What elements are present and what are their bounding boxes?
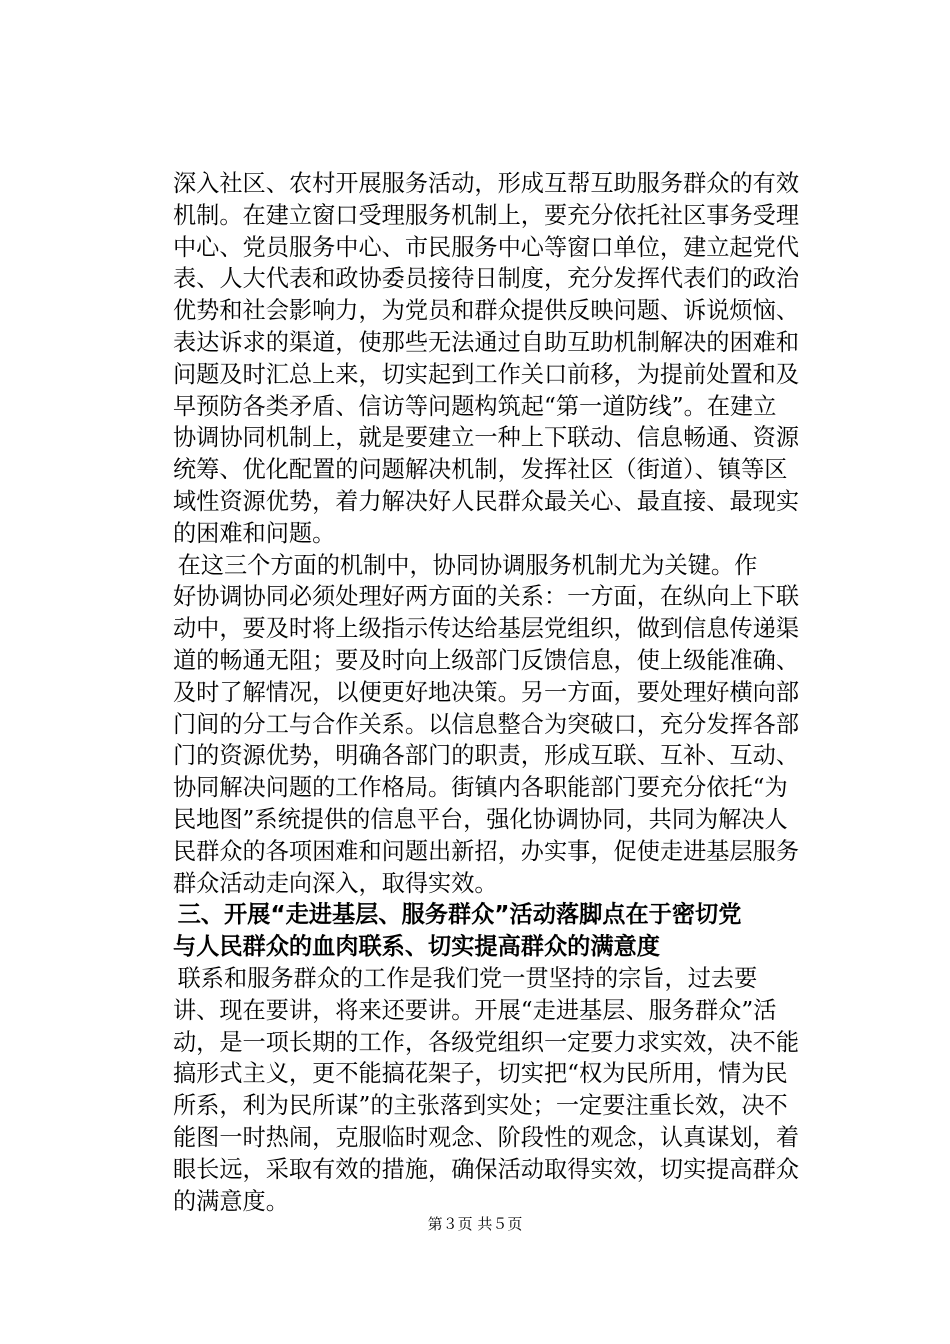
text-line: 协调协同机制上，就是要建立一种上下联动、信息畅通、资源 xyxy=(173,424,800,452)
text-line: 门的资源优势，明确各部门的职责，形成互联、互补、互动、 xyxy=(173,742,800,770)
text-line: 所系，利为民所谋”的主张落到实处；一定要注重长效，决不 xyxy=(173,1092,788,1120)
document-body xyxy=(173,168,829,1217)
text-line: 联系和服务群众的工作是我们党一贯坚持的宗旨，过去要 xyxy=(177,964,758,992)
text-line: 优势和社会影响力，为党员和群众提供反映问题、诉说烦恼、 xyxy=(173,297,800,325)
text-line: 的困难和问题。 xyxy=(173,519,336,547)
text-line: 统筹、优化配置的问题解决机制，发挥社区（街道）、镇等区 xyxy=(173,456,788,484)
text-line: 早预防各类矛盾、信访等问题构筑起“第一道防线”。在建立 xyxy=(173,392,777,420)
text-line: 中心、党员服务中心、市民服务中心等窗口单位，建立起党代 xyxy=(173,233,800,261)
text-line: 群众活动走向深入，取得实效。 xyxy=(173,869,498,897)
text-line: 机制。在建立窗口受理服务机制上，要充分依托社区事务受理 xyxy=(173,201,800,229)
text-line: 好协调协同必须处理好两方面的关系：一方面，在纵向上下联 xyxy=(173,583,800,611)
text-line: 民群众的各项困难和问题出新招，办实事，促使走进基层服务 xyxy=(173,837,800,865)
heading-line: 与人民群众的血肉联系、切实提高群众的满意度 xyxy=(173,933,660,961)
text-line: 域性资源优势，着力解决好人民群众最关心、最直接、最现实 xyxy=(173,487,800,515)
heading-line: 三、开展“走进基层、服务群众”活动落脚点在于密切党 xyxy=(177,901,742,929)
text-line: 表达诉求的渠道，使那些无法通过自助互助机制解决的困难和 xyxy=(173,328,800,356)
text-line: 门间的分工与合作关系。以信息整合为突破口，充分发挥各部 xyxy=(173,710,800,738)
text-line: 及时了解情况，以便更好地决策。另一方面，要处理好横向部 xyxy=(173,678,800,706)
text-line: 动中，要及时将上级指示传达给基层党组织，做到信息传递渠 xyxy=(173,615,800,643)
text-line: 动，是一项长期的工作，各级党组织一定要力求实效，决不能 xyxy=(173,1028,800,1056)
page-number: 第３页 共５页 xyxy=(427,1215,523,1233)
text-line: 道的畅通无阻；要及时向上级部门反馈信息，使上级能准确、 xyxy=(173,646,800,674)
paragraph-1 xyxy=(173,168,829,550)
paragraph-3 xyxy=(173,963,829,1217)
text-line: 搞形式主义，更不能搞花架子，切实把“权为民所用，情为民 xyxy=(173,1060,788,1088)
text-line: 协同解决问题的工作格局。街镇内各职能部门要充分依托“为 xyxy=(173,774,788,802)
paragraph-2 xyxy=(173,550,829,900)
text-line: 眼长远，采取有效的措施，确保活动取得实效，切实提高群众 xyxy=(173,1155,800,1183)
page-footer xyxy=(0,1214,950,1234)
text-line: 民地图”系统提供的信息平台，强化协调协同，共同为解决人 xyxy=(173,805,788,833)
text-line: 在这三个方面的机制中，协同协调服务机制尤为关键。作 xyxy=(177,551,758,579)
text-line: 讲、现在要讲，将来还要讲。开展“走进基层、服务群众”活 xyxy=(173,996,777,1024)
text-line: 深入社区、农村开展服务活动，形成互帮互助服务群众的有效 xyxy=(173,170,800,197)
text-line: 能图一时热闹，克服临时观念、阶段性的观念，认真谋划，着 xyxy=(173,1123,800,1151)
text-line: 的满意度。 xyxy=(173,1187,289,1215)
text-line: 问题及时汇总上来，切实起到工作关口前移，为提前处置和及 xyxy=(173,360,800,388)
section-heading-3 xyxy=(173,899,829,963)
text-line: 表、人大代表和政协委员接待日制度，充分发挥代表们的政治 xyxy=(173,265,800,293)
